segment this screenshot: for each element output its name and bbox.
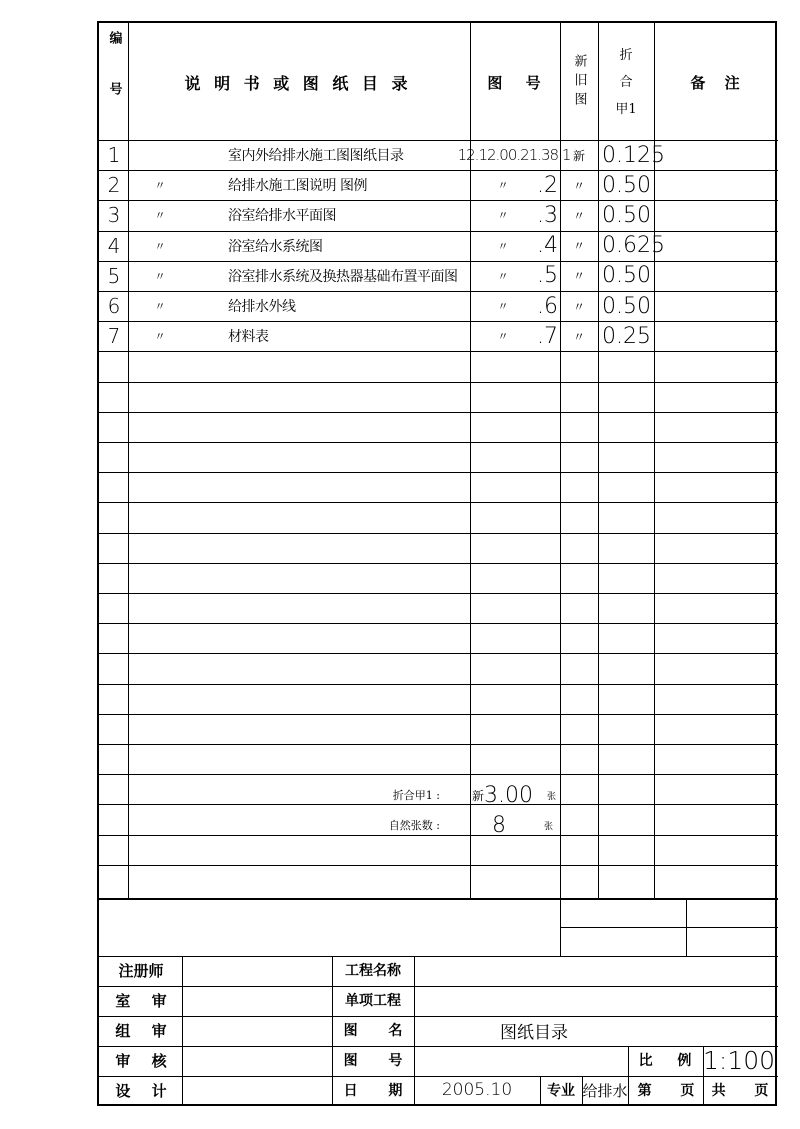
- row-new-old: 新: [572, 148, 585, 163]
- tb-drawing-no-label: 图 号: [343, 1053, 403, 1069]
- table-row: [0, 321, 800, 351]
- row-ditto: 〃: [154, 300, 166, 314]
- grid-line-v: [128, 22, 129, 898]
- row-drawing-no: .6: [537, 293, 558, 319]
- grid-line-v: [182, 956, 183, 1105]
- grid-line-h: [98, 623, 778, 624]
- grid-line-h: [98, 231, 778, 232]
- grid-line-v: [540, 1076, 541, 1105]
- table-row: [0, 140, 800, 170]
- row-new-old: 〃: [572, 329, 585, 344]
- row-dwg-ditto: 〃: [497, 209, 509, 223]
- table-row: [0, 291, 800, 321]
- tb-single-project-label: 单项工程: [345, 993, 401, 1009]
- row-name: 浴室排水系统及换热器基础布置平面图: [228, 268, 458, 285]
- table-row: [0, 261, 800, 291]
- row-number: 7: [107, 324, 121, 349]
- totals-equiv: [472, 780, 558, 810]
- tb-date: 2005.10: [441, 1080, 513, 1100]
- grid-line-h: [98, 774, 778, 775]
- grid-line-v: [470, 22, 471, 898]
- row-ditto: [140, 140, 180, 170]
- row-name: 给排水外线: [228, 299, 296, 316]
- row-new-old: 〃: [572, 269, 585, 284]
- row-dwg-ditto: 〃: [497, 269, 509, 283]
- grid-line-h: [560, 927, 778, 928]
- grid-line-h: [98, 744, 778, 745]
- grid-line-v: [598, 22, 599, 898]
- grid-line-v: [628, 1046, 629, 1105]
- table-row: [0, 200, 800, 230]
- grid-line-h: [98, 956, 778, 957]
- row-name: 浴室给水系统图: [228, 238, 323, 255]
- totals-equiv-value: 3.00: [484, 782, 533, 808]
- totals-count-value: 8: [492, 812, 506, 838]
- tb-drawing-name-label: 图 名: [343, 1023, 403, 1039]
- grid-line-v: [703, 1046, 704, 1105]
- row-equiv: 0.50: [602, 202, 651, 228]
- grid-line-h: [98, 472, 778, 473]
- tb-page-label: 第 页: [637, 1083, 695, 1099]
- header-new-old: 新旧图: [571, 53, 587, 111]
- row-dwg-ditto: 〃: [497, 239, 509, 253]
- grid-line-v: [560, 899, 561, 956]
- grid-line-h: [98, 898, 778, 900]
- grid-line-h: [98, 502, 778, 503]
- row-number: 4: [107, 233, 121, 258]
- row-equiv: 0.50: [602, 172, 651, 198]
- totals-equiv-unit: 张: [547, 791, 557, 802]
- header-equiv: [598, 24, 654, 140]
- tb-total-label: 共 页: [711, 1083, 769, 1099]
- grid-line-h: [98, 412, 778, 413]
- row-drawing-no: .4: [537, 233, 558, 259]
- row-ditto: 〃: [154, 209, 166, 223]
- row-number: 3: [107, 203, 121, 228]
- tb-drawing-name: 图纸目录: [500, 1022, 568, 1043]
- grid-line-h: [98, 684, 778, 685]
- row-drawing-no: .3: [537, 202, 558, 228]
- row-drawing-no: .7: [537, 323, 558, 349]
- table-row: [0, 170, 800, 200]
- totals-count-label: 自然张数 :: [388, 819, 440, 832]
- row-equiv: 0.25: [602, 323, 651, 349]
- grid-line-h: [98, 563, 778, 564]
- grid-line-v: [560, 22, 561, 898]
- grid-line-h: [98, 351, 778, 352]
- row-equiv: 0.125: [602, 142, 665, 168]
- grid-line-h: [98, 291, 778, 292]
- row-new-old: 〃: [572, 208, 585, 223]
- header-equiv-line1: 折: [619, 48, 633, 63]
- grid-line-h: [98, 1076, 778, 1077]
- row-name: 给排水施工图说明 图例: [228, 178, 367, 195]
- grid-line-h: [98, 382, 778, 383]
- header-drawing-no: 图 号: [487, 73, 541, 92]
- row-name: 室内外给排水施工图图纸目录: [228, 148, 404, 165]
- grid-line-h: [98, 714, 778, 715]
- grid-line-v: [414, 956, 415, 1105]
- row-new-old: 〃: [572, 178, 585, 193]
- row-drawing-no: .2: [537, 172, 558, 198]
- tb-registered-engineer: 注册师: [118, 961, 164, 980]
- header-remarks: 备 注: [690, 73, 740, 92]
- grid-line-h: [98, 986, 778, 987]
- row-number: 5: [107, 263, 121, 288]
- header-equiv-line2: 合: [619, 75, 633, 90]
- tb-check: 审 核: [115, 1051, 167, 1070]
- row-name: 浴室给排水平面图: [228, 208, 336, 225]
- row-ditto: 〃: [154, 179, 166, 193]
- totals-equiv-prefix: 新: [472, 788, 485, 803]
- grid-line-v: [654, 22, 655, 898]
- grid-line-h: [98, 653, 778, 654]
- grid-line-h: [98, 321, 778, 322]
- table-row: [0, 231, 800, 261]
- row-ditto: 〃: [154, 269, 166, 283]
- tb-scale-label: 比 例: [638, 1053, 692, 1069]
- grid-line-h: [98, 442, 778, 443]
- row-number: 1: [107, 143, 121, 168]
- tb-group-review: 组 审: [115, 1021, 167, 1040]
- grid-line-h: [98, 170, 778, 171]
- row-equiv: 0.50: [602, 263, 651, 289]
- row-ditto: 〃: [154, 330, 166, 344]
- row-number: 6: [107, 294, 121, 319]
- grid-line-h: [98, 835, 778, 836]
- grid-line-h: [98, 1016, 778, 1017]
- grid-line-h: [98, 140, 778, 141]
- row-ditto: 〃: [154, 239, 166, 253]
- header-no: 编号: [106, 31, 122, 133]
- row-number: 2: [107, 173, 121, 198]
- grid-line-v: [582, 1076, 583, 1105]
- grid-line-v: [686, 899, 687, 956]
- grid-line-h: [98, 200, 778, 201]
- grid-line-v: [332, 956, 333, 1105]
- row-new-old: 〃: [572, 299, 585, 314]
- tb-discipline-label: 专业: [547, 1083, 575, 1099]
- row-new-old: 〃: [572, 239, 585, 254]
- grid-line-h: [98, 1046, 778, 1047]
- grid-line-h: [98, 804, 778, 805]
- row-drawing-no: .5: [537, 263, 558, 289]
- grid-line-h: [98, 261, 778, 262]
- grid-line-h: [98, 593, 778, 594]
- row-dwg-ditto: 〃: [497, 330, 509, 344]
- header-title: 说 明 书 或 图 纸 目 录: [184, 73, 412, 93]
- row-name: 材料表: [228, 329, 269, 346]
- grid-line-h: [98, 533, 778, 534]
- header-equiv-line3: 甲1: [615, 102, 637, 117]
- grid-line-h: [98, 865, 778, 866]
- totals-count-unit: 张: [544, 821, 554, 832]
- row-dwg-ditto: 〃: [497, 300, 509, 314]
- tb-office-review: 室 审: [115, 991, 167, 1010]
- totals-equiv-label: 折合甲1 :: [392, 789, 440, 802]
- tb-scale: 1:100: [702, 1045, 776, 1075]
- tb-design: 设 计: [115, 1081, 167, 1100]
- row-equiv: 0.625: [602, 233, 665, 259]
- tb-project-name-label: 工程名称: [345, 963, 401, 979]
- row-equiv: 0.50: [602, 293, 651, 319]
- row-drawing-no: 12.12.00.21.38.1: [457, 146, 571, 165]
- tb-date-label: 日 期: [343, 1083, 403, 1099]
- tb-discipline: 给排水: [582, 1081, 628, 1100]
- row-dwg-ditto: 〃: [497, 179, 509, 193]
